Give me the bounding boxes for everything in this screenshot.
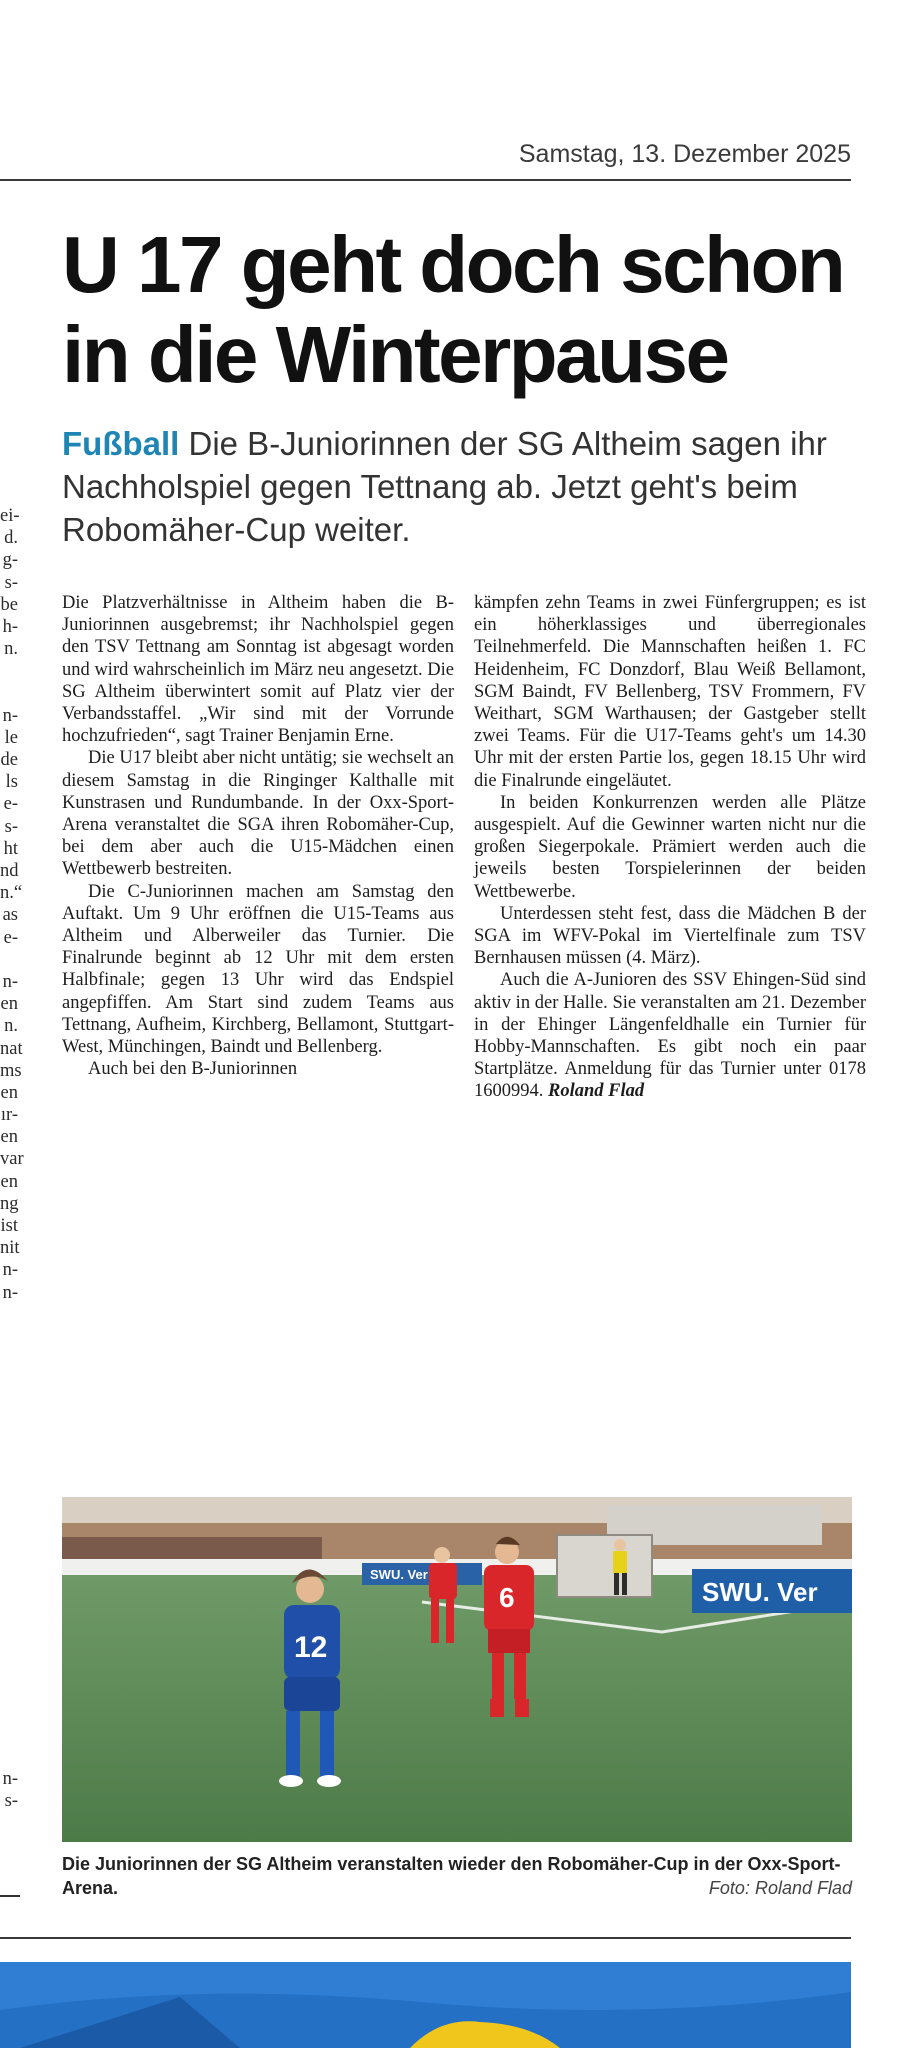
headline-line-2: in die Winterpause [62,310,728,399]
teaser [62,422,852,551]
edge-fragment: en [0,1127,18,1148]
banner-left-text: SWU. Ver [370,1567,428,1582]
author-signature: Roland Flad [548,1081,645,1102]
section-kicker: Fußball [62,425,180,462]
body-paragraph: Auch bei den B-Juniorinnen [88,1059,298,1080]
edge-fragment: g- [2,550,18,571]
edge-fragment [0,949,18,971]
edge-fragment: ır- [0,1105,18,1126]
edge-fragment: nit [0,1238,20,1259]
edge-fragment: n- [2,1282,18,1303]
edge-fragment: ist [0,1216,18,1236]
edge-fragment: n- [2,971,18,992]
edge-fragment: e- [3,794,18,815]
edge-fragment: n.“ [0,883,23,904]
adjacent-column-fragment-lower [0,1768,18,1812]
teaser-text: Die B-Juniorinnen der SG Altheim sagen ihr Nachholspiel gegen Tettnang ab. Jetzt geht's beim Robomäher-Cup weiter. [62,425,827,548]
footer-rule [0,1937,851,1939]
body-paragraph: Die U17 bleibt aber nicht untätig; sie wechselt an diesem Samstag in die Ringinger Kalthalle mit Kunstrasen und Rundumbande. In der Oxx-Sport-Arena veranstaltet die SGA ihren Robomäher-Cup, bei dem aber auch die U15-Mädchen einen Wettbewerb bestreiten. [62,748,454,880]
edge-fragment: n. [4,639,18,660]
edge-fragment: ms [0,1060,22,1081]
edge-fragment: as [2,905,18,926]
edge-fragment: nat [0,1038,23,1059]
player-number-12: 12 [294,1631,328,1664]
edge-fragment: ls [5,772,18,793]
next-page-ad-banner [0,1962,851,2048]
edge-fragment: n- [2,1260,18,1281]
photo-caption [62,1852,852,1900]
edge-fragment: be [0,594,18,615]
match-photo [62,1497,852,1842]
caption-text: Die Juniorinnen der SG Altheim veranstalten wieder den Robomäher-Cup in der Oxx-Sport-Arena. [62,1854,841,1898]
body-paragraph: In beiden Konkurrenzen werden alle Plätze ausgespielt. Auf die Gewinner warten nicht nur die großen Siegerpokale. Prämiert werden auch die jeweils besten Torspielerinnen der beiden Wettbewerbe. [474,792,866,902]
banner-right-text: SWU. Ver [702,1577,818,1607]
body-paragraph: Unterdessen steht fest, dass die Mädchen B der SGA im WFV-Pokal im Viertelfinale zum TSV Bernhausen müssen (4. März). [474,903,866,969]
body-paragraph: Die C-Juniorinnen machen am Samstag den Auftakt. Um 9 Uhr eröffnen die U15-Teams aus Altheim und Alberweiler das Turnier. Die Finalrunde beginnt ab 12 Uhr mit dem ersten Halbfinale; gegen 13 Uhr wird das Endspiel angepfiffen. Am Start sind zudem Teams aus Tettnang, Aufheim, Kirchberg, Bellamont, Stuttgart-West, Münchingen, Baindt und Bellenberg. [62,881,454,1058]
edge-fragment [0,683,18,705]
header-rule [0,179,851,181]
turf [62,1575,852,1842]
edge-fragment: ng [0,1193,19,1214]
edge-fragment: en [0,1082,18,1103]
edge-fragment: d. [4,528,18,549]
edge-fragment: n- [2,705,18,726]
article-column-1 [62,592,454,1080]
article-column-2 [474,592,866,1103]
edge-fragment: en [0,1171,18,1192]
edge-fragment: nd [0,861,19,881]
edge-fragment: var [0,1149,24,1170]
edge-fragment: n- [2,1769,18,1789]
headline [62,220,862,400]
edge-fragment: s- [4,1791,18,1812]
edge-fragment: le [4,727,18,748]
body-paragraph-text: Auch die A-Junioren des SSV Ehingen-Süd sind aktiv in der Halle. Sie veranstalten am 21. Dezember in der Ehinger Längenfeldhalle ein Turnier für Hobby-Mannschaften. Es gibt noch ein paar Startplätze. Anmeldung für das Turnier unter 0178 1600994. [474,970,866,1102]
headline-line-1: U 17 geht doch schon [62,220,844,309]
adjacent-column-rule [0,1895,20,1897]
edge-fragment: de [0,750,18,771]
edge-fragment: ht [3,838,18,859]
edge-fragment: h- [2,616,18,637]
photo-credit: Foto: Roland Flad [708,1878,852,1898]
player-number-6: 6 [499,1582,515,1613]
body-paragraph [474,969,866,1102]
issue-date: Samstag, 13. Dezember 2025 [518,140,851,168]
edge-fragment [0,660,18,682]
edge-fragment: ei- [0,506,20,526]
body-paragraph: Die Platzverhältnisse in Altheim haben die B-Juniorinnen ausgebremst; ihr Nachholspiel gegen den TSV Tettnang am Sonntag ist abgesagt worden und wird wahrscheinlich im März neu angesetzt. Die SG Altheim überwintert somit auf Platz vier der Verbandsstaffel. „Wir sind mit der Vorrunde hochzufrieden“, sagt Trainer Benjamin Erne. [62,593,454,747]
body-paragraph: kämpfen zehn Teams in zwei Fünfergruppen; es ist ein höherklassiges und überregionales Teilnehmerfeld. Die Mannschaften heißen 1. FC Heidenheim, FC Donzdorf, Blau Weiß Bellamont, SGM Baindt, FV Bellenberg, TSV Frommern, FV Weithart, SGM Warthausen; der Gastgeber stellt zwei Teams. Für die U17-Teams geht's um 14.30 Uhr mit der ersten Partie los, gegen 18.15 Uhr wird die Finalrunde eingeläutet. [474,593,866,791]
adjacent-column-fragment [0,505,24,1304]
edge-fragment: e- [3,927,18,948]
goal-frame [557,1535,652,1597]
edge-fragment: n. [4,1016,18,1037]
edge-fragment: en [0,994,18,1015]
edge-fragment: s- [4,816,18,837]
edge-fragment: s- [4,572,18,593]
